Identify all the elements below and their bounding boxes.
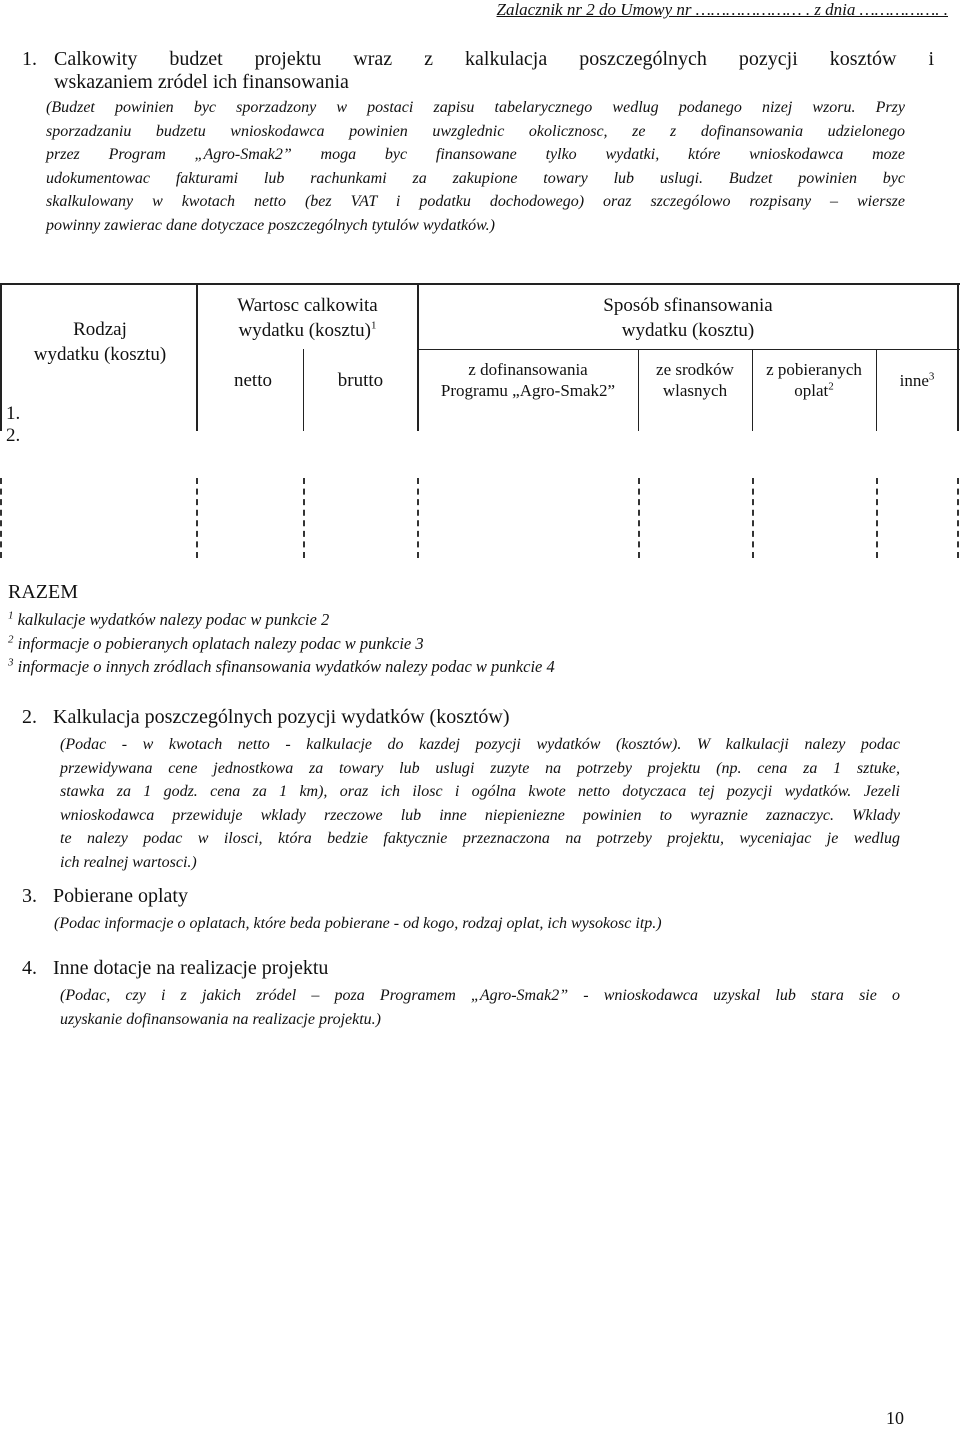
note-line: sporzadzaniu budzetu wnioskodawca powinien uwzglednic okolicznosc, ze z dofinansowania udzielonego bbox=[46, 122, 905, 140]
note-line: wnioskodawca przewiduje wklady rzeczowe lub inne niepieniezne powinien to wyraznie zaznaczyc. Wklady bbox=[60, 806, 900, 824]
table-dashed-line bbox=[303, 478, 305, 558]
note-line: udokumentowac fakturami lub rachunkami za zakupione towary lub uslugi. Budzet powinien byc bbox=[46, 169, 905, 187]
note-line: (Podac, czy i z jakich zródel – poza Programem „Agro-Smak2” - wnioskodawca uzyskal lub stara sie o bbox=[60, 987, 900, 1004]
note-line: stawka za 1 godz. cena za 1 km), oraz ich ilosc i ogólna kwote netto dotyczaca tej pozycji wydatków. Jezeli bbox=[60, 783, 900, 800]
razem-label: RAZEM bbox=[8, 581, 78, 603]
note-line: (Podac - w kwotach netto - kalkulacje do kazdej pozycji wydatków (kosztów). W kalkulacji nalezy podac bbox=[60, 736, 900, 753]
note-line: ich realnej wartosci.) bbox=[60, 853, 197, 871]
section-4-note bbox=[60, 984, 900, 1031]
section-3-note bbox=[54, 912, 904, 936]
note-line: te nalezy podac w ilosci, która bedzie faktycznie przeznaczona na potrzeby projektu, wyceniajac je wedlug bbox=[60, 830, 900, 847]
header-dofinansowanie: z dofinansowania Programu „Agro-Smak2” bbox=[440, 360, 616, 400]
footnote-1: $^1$ kalkulacje wydatków nalezy podac w punkcie 2 bbox=[8, 609, 330, 629]
section-1-title-line1: Calkowity budzet projektu wraz z kalkulacja poszczególnych pozycji kosztów i bbox=[54, 48, 934, 70]
section-1-note bbox=[46, 96, 905, 237]
note-line: skalkulowany w kwotach netto (bez VAT i podatku dochodowego) oraz szczególowo rozpisany – wiersze bbox=[46, 193, 905, 210]
note-line: przewidywana cene jednostkowa za towary lub uslugi zuzyte na potrzeby projektu (np. cena za 1 sztuke, bbox=[60, 759, 900, 777]
header-rodzaj: Rodzaj wydatku (kosztu) bbox=[33, 319, 167, 365]
header-oplaty: z pobieranych oplat$^2$ bbox=[766, 360, 862, 400]
table-dashed-line bbox=[752, 478, 754, 558]
row-number-2: 2. bbox=[6, 425, 21, 446]
header-wartosc: Wartosc calkowita wydatku (kosztu)$^1$ bbox=[237, 295, 378, 341]
section-2-note bbox=[60, 733, 900, 874]
footnote-2: $^2$ informacje o pobieranych oplatach nalezy podac w punkcie 3 bbox=[8, 633, 424, 653]
section-1-number: 1. bbox=[22, 48, 37, 70]
table-right-border bbox=[957, 283, 959, 431]
table-col-divider bbox=[303, 349, 304, 431]
note-line: uzyskanie dofinansowania na realizacje projektu.) bbox=[60, 1010, 381, 1028]
row-number-1: 1. bbox=[6, 403, 21, 424]
header-netto: netto bbox=[234, 370, 272, 391]
note-line: (Podac informacje o oplatach, które beda pobierane - od kogo, rodzaj oplat, ich wysokosc itp.) bbox=[54, 915, 662, 932]
page-number: 10 bbox=[886, 1408, 904, 1428]
table-left-border bbox=[0, 283, 2, 431]
attachment-header: Zalacznik nr 2 do Umowy nr ………………… . z dnia ……………. . bbox=[496, 0, 948, 19]
note-line: powinny zawierac dane dotyczace poszczególnych tytulów wydatków.) bbox=[46, 216, 495, 234]
note-line: przez Program „Agro-Smak2” moga byc finansowane tylko wydatki, które wnioskodawca moze bbox=[46, 146, 905, 163]
section-1-title-line2: wskazaniem zródel ich finansowania bbox=[54, 71, 349, 93]
table-subheader-divider bbox=[417, 349, 960, 350]
table-dashed-line bbox=[957, 478, 959, 558]
budget-table bbox=[0, 283, 960, 603]
header-inne: inne$^3$ bbox=[899, 370, 935, 390]
table-top-border bbox=[0, 283, 960, 285]
note-line: (Budzet powinien byc sporzadzony w postaci zapisu tabelarycznego wedlug podanego nizej wzoru. Przy bbox=[46, 99, 905, 116]
header-brutto: brutto bbox=[337, 370, 384, 391]
table-dashed-line bbox=[196, 478, 198, 558]
table-dashed-line bbox=[876, 478, 878, 558]
footnote-3: $^3$ informacje o innych zródlach sfinansowania wydatków nalezy podac w punkcie 4 bbox=[8, 656, 555, 676]
header-srodki-wlasne: ze srodków wlasnych bbox=[656, 360, 734, 400]
table-dashed-line bbox=[0, 478, 2, 558]
table-dashed-line bbox=[417, 478, 419, 558]
header-sposob: Sposób sfinansowania wydatku (kosztu) bbox=[603, 295, 773, 341]
table-col-divider bbox=[196, 283, 198, 431]
table-dashed-line bbox=[638, 478, 640, 558]
